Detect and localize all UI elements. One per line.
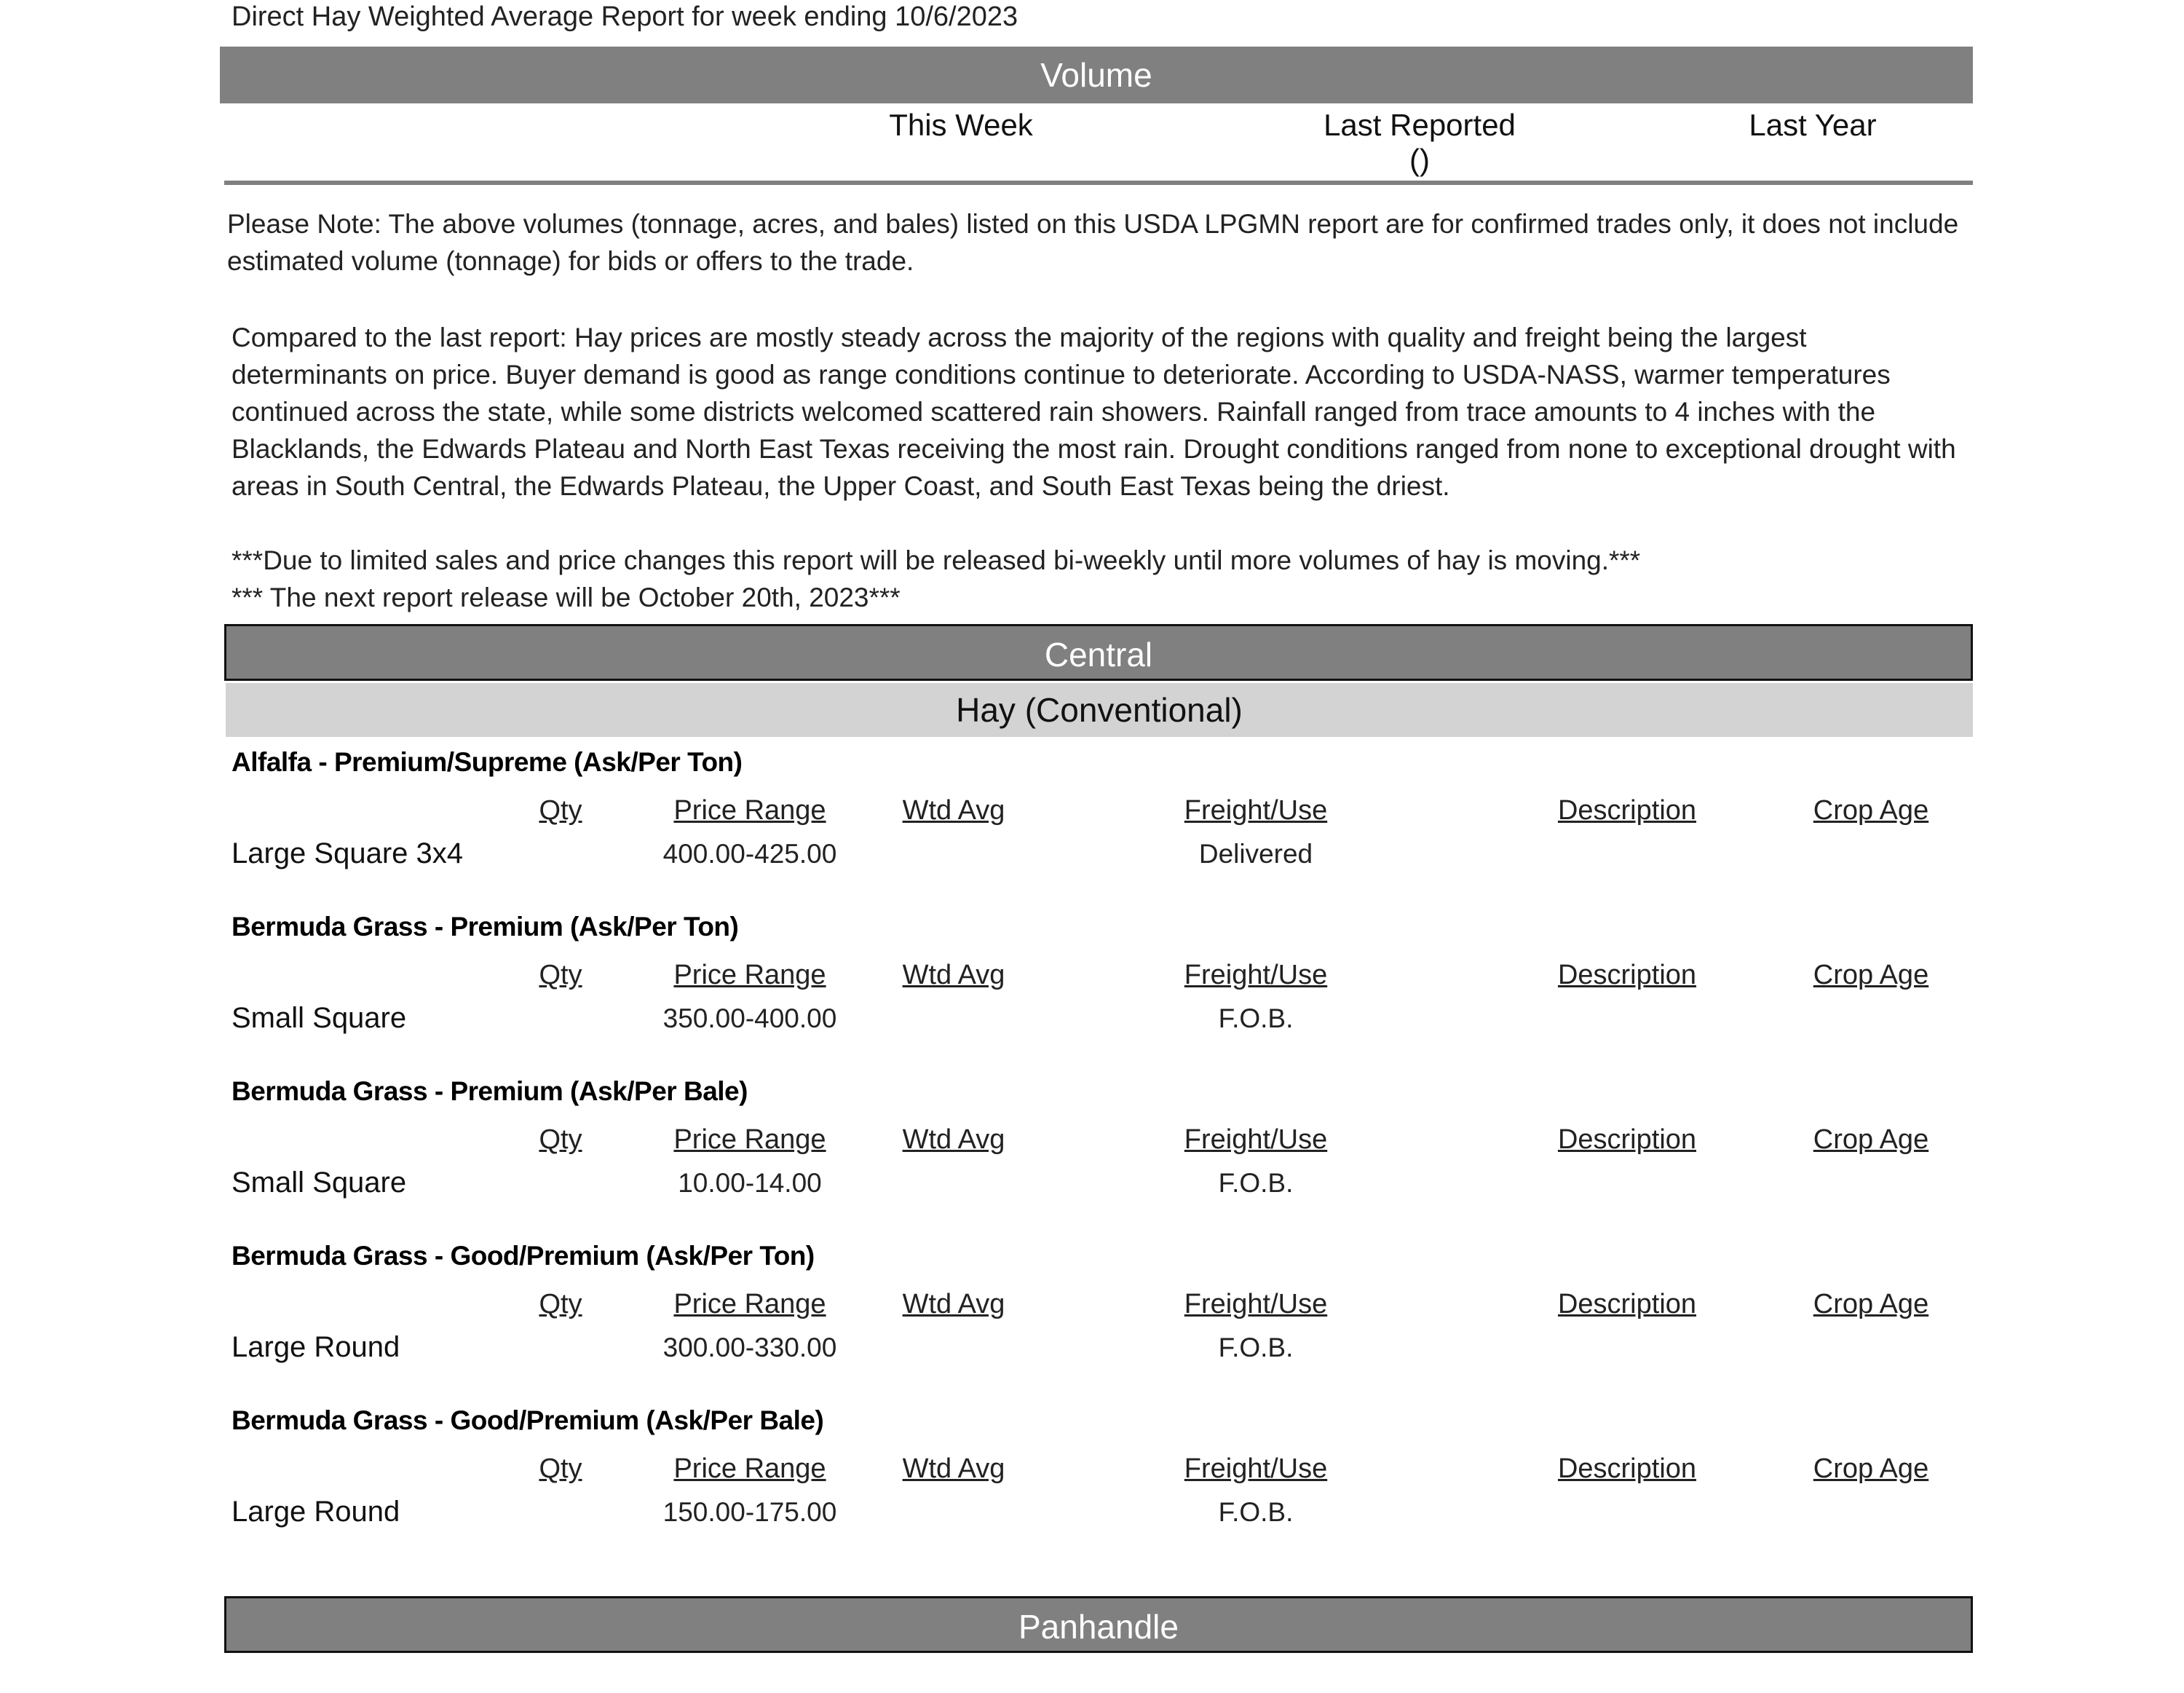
row-price-range: 400.00-425.00 bbox=[662, 839, 837, 869]
col-wtd-avg: Wtd Avg bbox=[902, 1453, 1005, 1484]
section-title: Bermuda Grass - Premium (Ask/Per Bale) bbox=[232, 1076, 748, 1106]
row-name: Small Square bbox=[232, 1002, 407, 1034]
row-name: Small Square bbox=[232, 1167, 407, 1199]
col-crop-age: Crop Age bbox=[1813, 1124, 1929, 1155]
col-qty: Qty bbox=[539, 1453, 582, 1484]
col-price-range: Price Range bbox=[673, 1289, 826, 1319]
col-price-range: Price Range bbox=[673, 1453, 826, 1484]
col-description: Description bbox=[1557, 960, 1697, 990]
col-wtd-avg: Wtd Avg bbox=[902, 1289, 1005, 1319]
col-freight-use: Freight/Use bbox=[1184, 1124, 1328, 1155]
col-freight-use: Freight/Use bbox=[1184, 1289, 1328, 1319]
section-title: Bermuda Grass - Premium (Ask/Per Ton) bbox=[232, 912, 739, 942]
row-price-range: 10.00-14.00 bbox=[678, 1168, 822, 1198]
release-notice: ***Due to limited sales and price changes this report will be released bi-weekly until more volumes of hay is moving.*** bbox=[232, 545, 1641, 575]
col-crop-age: Crop Age bbox=[1813, 795, 1929, 826]
volume-divider bbox=[224, 181, 1973, 185]
row-name: Large Round bbox=[232, 1496, 400, 1528]
col-freight-use: Freight/Use bbox=[1184, 960, 1328, 990]
col-freight-use: Freight/Use bbox=[1184, 795, 1328, 826]
col-price-range: Price Range bbox=[673, 1124, 826, 1155]
col-price-range: Price Range bbox=[673, 795, 826, 826]
volume-note: Please Note: The above volumes (tonnage, acres, and bales) listed on this USDA LPGMN report are for confirmed trades only, it does not include estimated volume (tonnage) for bids or offers to the trade. bbox=[227, 209, 1959, 276]
row-freight-use: F.O.B. bbox=[1218, 1168, 1294, 1198]
col-crop-age: Crop Age bbox=[1813, 1453, 1929, 1484]
col-freight-use: Freight/Use bbox=[1184, 1453, 1328, 1484]
volume-last-reported: Last Reported bbox=[1324, 108, 1516, 142]
row-freight-use: F.O.B. bbox=[1218, 1497, 1294, 1527]
col-qty: Qty bbox=[539, 960, 582, 990]
col-wtd-avg: Wtd Avg bbox=[902, 1124, 1005, 1155]
col-qty: Qty bbox=[539, 1289, 582, 1319]
volume-this-week: This Week bbox=[889, 108, 1033, 142]
col-price-range: Price Range bbox=[673, 960, 826, 990]
row-freight-use: F.O.B. bbox=[1218, 1003, 1294, 1033]
section-title: Bermuda Grass - Good/Premium (Ask/Per Ton) bbox=[232, 1241, 815, 1271]
col-description: Description bbox=[1557, 1289, 1697, 1319]
row-freight-use: F.O.B. bbox=[1218, 1333, 1294, 1362]
col-wtd-avg: Wtd Avg bbox=[902, 960, 1005, 990]
col-qty: Qty bbox=[539, 795, 582, 826]
next-release-notice: *** The next report release will be October 20th, 2023*** bbox=[232, 583, 901, 612]
col-qty: Qty bbox=[539, 1124, 582, 1155]
row-freight-use: Delivered bbox=[1198, 839, 1313, 869]
row-name: Large Square 3x4 bbox=[232, 837, 464, 869]
col-crop-age: Crop Age bbox=[1813, 1289, 1929, 1319]
section-title: Bermuda Grass - Good/Premium (Ask/Per Bale) bbox=[232, 1405, 824, 1435]
category-header: Hay (Conventional) bbox=[226, 683, 1973, 737]
section-title: Alfalfa - Premium/Supreme (Ask/Per Ton) bbox=[232, 747, 743, 777]
col-wtd-avg: Wtd Avg bbox=[902, 795, 1005, 826]
region-header-central: Central bbox=[224, 624, 1973, 681]
col-description: Description bbox=[1557, 1124, 1697, 1155]
row-price-range: 300.00-330.00 bbox=[662, 1333, 837, 1362]
report-title: Direct Hay Weighted Average Report for week ending 10/6/2023 bbox=[232, 1, 1018, 32]
volume-last-year: Last Year bbox=[1749, 108, 1877, 142]
row-price-range: 350.00-400.00 bbox=[662, 1003, 837, 1033]
col-description: Description bbox=[1557, 1453, 1697, 1484]
col-description: Description bbox=[1557, 795, 1697, 826]
row-price-range: 150.00-175.00 bbox=[662, 1497, 837, 1527]
volume-header: Volume bbox=[220, 47, 1973, 103]
volume-last-reported-sub: () bbox=[1409, 143, 1430, 177]
region-header-panhandle: Panhandle bbox=[224, 1596, 1973, 1653]
col-crop-age: Crop Age bbox=[1813, 960, 1929, 990]
market-summary: Compared to the last report: Hay prices are mostly steady across the majority of the regions with quality and freight being the largest determinants on price. Buyer demand is good as range conditions continue to deteriorate. According to USDA-NASS, warmer temperatures continued across the state, while some districts welcomed scattered rain showers. Rainfall ranged from trace amounts to 4 inches with the Blacklands, the Edwards Plateau and North East Texas receiving the most rain. Drought conditions ranged from none to exceptional drought with areas in South Central, the Edwards Plateau, the Upper Coast, and South East Texas being the driest. bbox=[232, 323, 1956, 501]
row-name: Large Round bbox=[232, 1331, 400, 1363]
